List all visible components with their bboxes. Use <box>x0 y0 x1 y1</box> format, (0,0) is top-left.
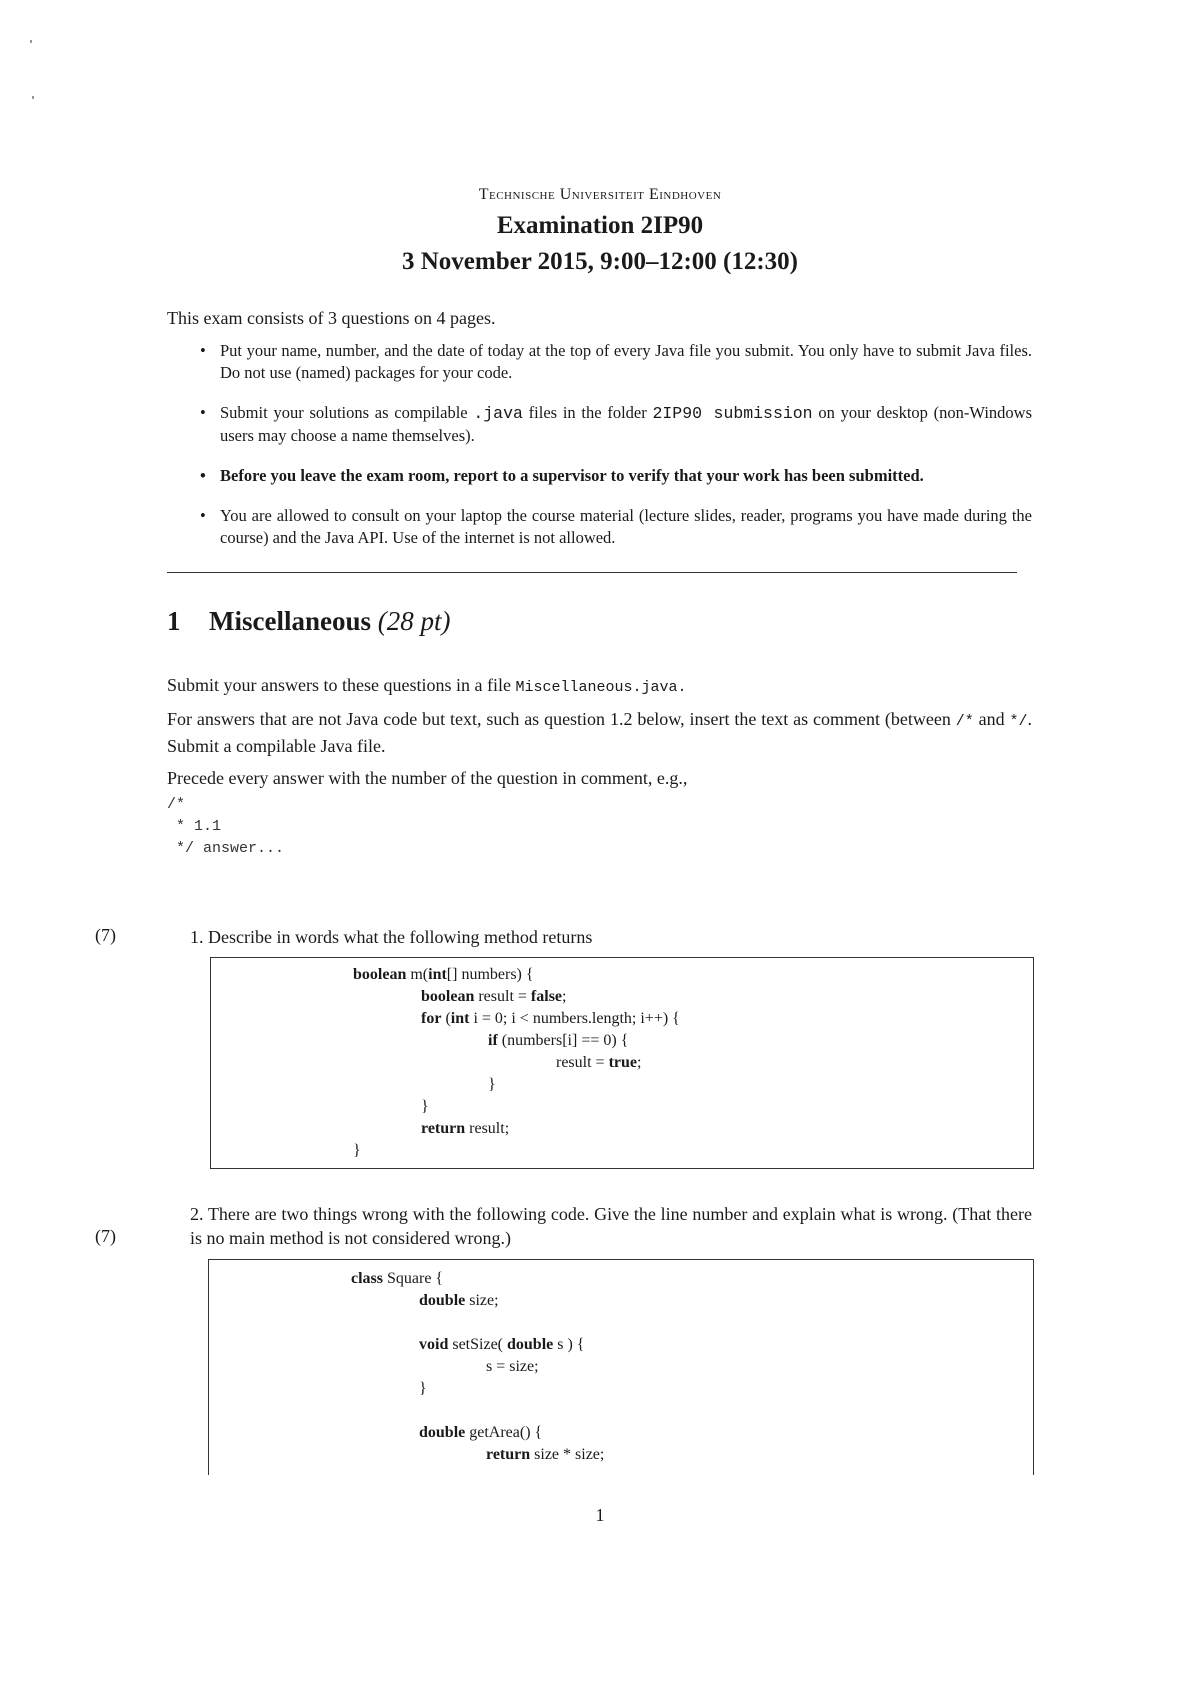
instruction-item: • Put your name, number, and the date of today at the top of every Java file you submit. You only have to submit Java files. Do not use (named) packages for your code. <box>200 340 1032 384</box>
page-number: 1 <box>595 1505 605 1525</box>
code-line: double size; <box>419 1292 499 1309</box>
code-line: boolean result = false; <box>421 988 567 1005</box>
code-line: } <box>488 1076 496 1093</box>
section-title: 1 Miscellaneous (28 pt) <box>167 606 451 636</box>
question-text: 2. There are two things wrong with the following code. Give the line number and explain what is wrong. (That there is no main method is not considered wrong.) <box>190 1204 1032 1248</box>
code-box <box>210 957 1034 1169</box>
exam-date: 3 November 2015, 9:00–12:00 (12:30) <box>402 248 798 275</box>
intro-text: This exam consists of 3 questions on 4 pages. <box>167 308 496 328</box>
code-line: return size * size; <box>486 1446 605 1463</box>
instructions-list <box>200 340 1032 567</box>
code-line: result = true; <box>556 1054 642 1071</box>
scan-speck <box>30 40 32 43</box>
university-name: Technische Universiteit Eindhoven <box>478 186 722 203</box>
section-paragraph: For answers that are not Java code but text, such as question 1.2 below, insert the text as comment (between /* and */. Submit a compilable Java file. <box>167 709 1033 756</box>
code-line: } <box>353 1142 361 1159</box>
code-line: class Square { <box>351 1270 444 1287</box>
code-line: boolean m(int[] numbers) { <box>353 966 534 983</box>
code-box <box>208 1259 1034 1475</box>
section-paragraph: Precede every answer with the number of the question in comment, e.g., <box>167 768 688 788</box>
code-line: return result; <box>421 1120 510 1137</box>
divider <box>167 572 1017 573</box>
code-line: } <box>421 1098 429 1115</box>
example-comment-line: /* <box>167 796 186 813</box>
code-line: } <box>419 1380 427 1397</box>
example-comment-line: */ answer... <box>167 840 285 857</box>
question-points: (7) <box>95 925 116 945</box>
instruction-item: • You are allowed to consult on your laptop the course material (lecture slides, reader, programs you have made during the course) and the Java API. Use of the internet is not allowed. <box>200 505 1032 549</box>
code-line: if (numbers[i] == 0) { <box>488 1032 629 1049</box>
question-points: (7) <box>95 1226 116 1246</box>
instruction-item: • Before you leave the exam room, report to a supervisor to verify that your work has been submitted. <box>200 465 1032 487</box>
example-comment-line: * 1.1 <box>167 818 222 835</box>
exam-title: Examination 2IP90 <box>496 212 704 239</box>
code-line: double getArea() { <box>419 1424 543 1441</box>
instruction-item: • Submit your solutions as compilable .java files in the folder 2IP90 submission on your desktop (non-Windows users may choose a name themselves). <box>200 402 1032 447</box>
code-line: for (int i = 0; i < numbers.length; i++) { <box>421 1010 680 1027</box>
section-paragraph: Submit your answers to these questions in a file Miscellaneous.java. <box>167 675 687 696</box>
scan-speck <box>32 96 34 99</box>
code-line: void setSize( double s ) { <box>419 1336 585 1353</box>
code-line: s = size; <box>486 1358 539 1375</box>
question-text: 1. Describe in words what the following method returns <box>190 927 593 947</box>
